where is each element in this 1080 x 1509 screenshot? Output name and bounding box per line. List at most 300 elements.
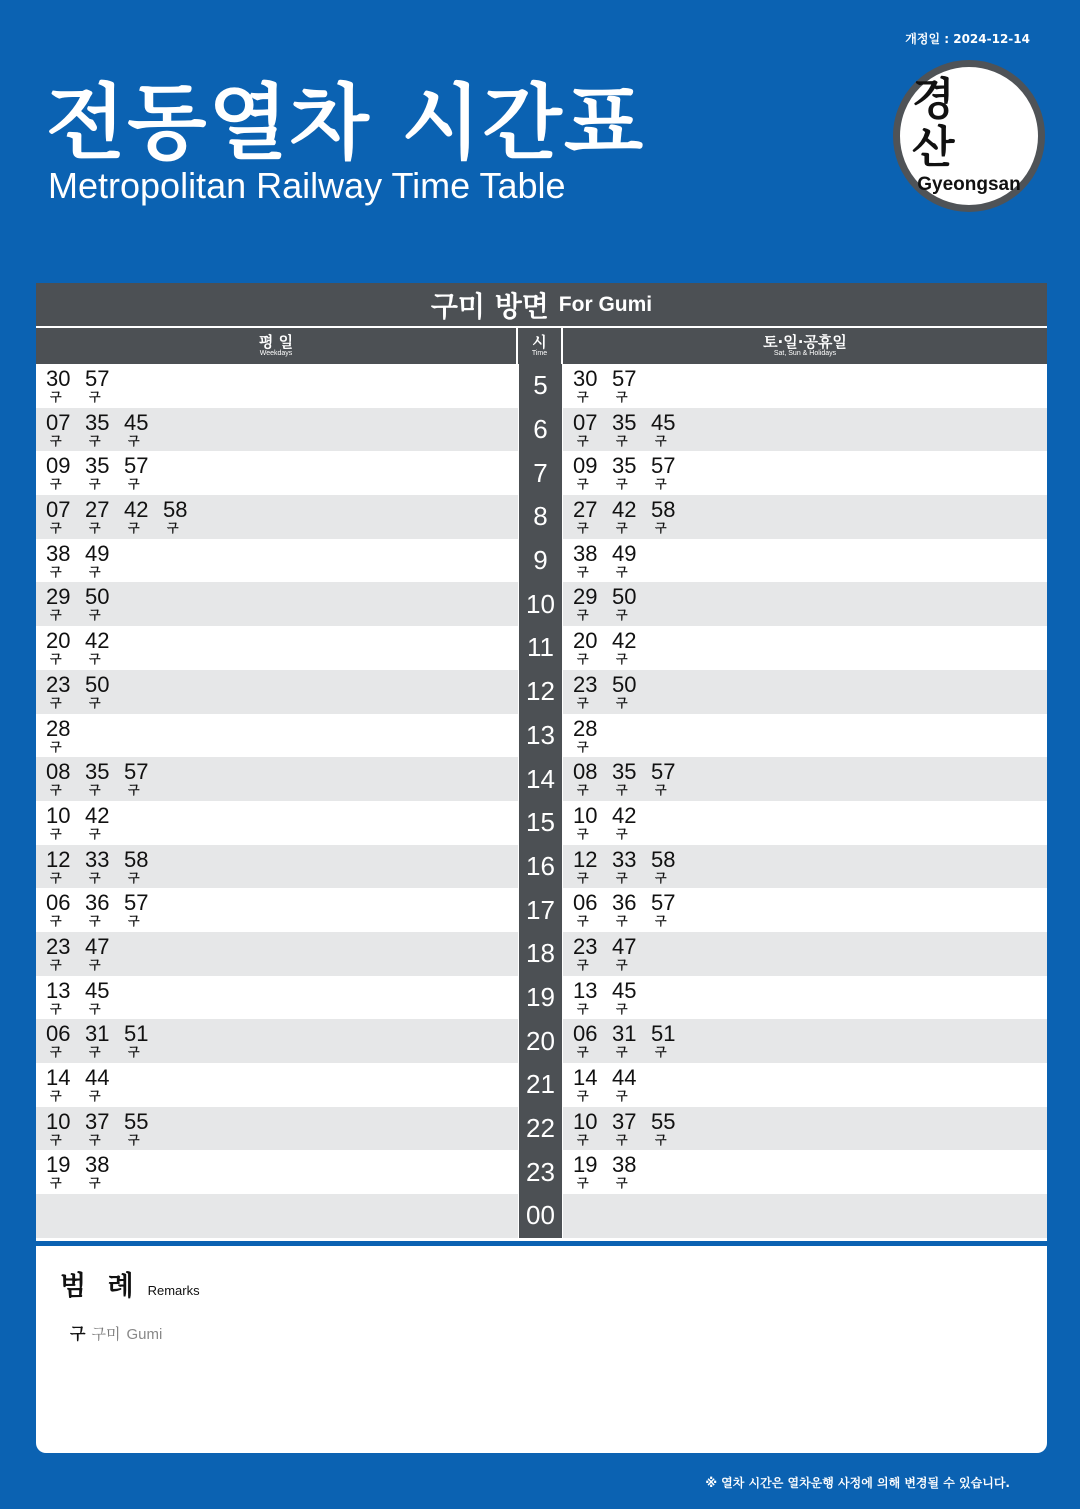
destination-mark: 구 [89,826,101,841]
departure [612,451,651,495]
revised-date: 개정일 : 2024-12-14 [905,32,1030,46]
departure [573,1150,612,1194]
hour-cell: 23 [518,1150,563,1194]
weekday-header [36,328,518,364]
departure [85,364,124,408]
departure-minute: 57 [612,366,637,391]
destination-mark: 구 [616,433,628,448]
departure-minute: 42 [612,497,637,523]
direction-en: For Gumi [558,292,653,316]
weekday-label: 평 일 [258,332,294,351]
remarks-title-ko: 범 례 [60,1271,140,1302]
departure [85,888,124,932]
departure [46,976,85,1020]
departure [85,539,124,583]
departure-minute: 19 [573,1152,598,1178]
holiday-header [563,328,1047,364]
station-badge [893,60,1045,212]
hour-cell: 12 [518,670,563,714]
weekday-cell [36,539,518,583]
legend-label-en: Gumi [126,1326,163,1343]
weekday-cell [36,1107,518,1151]
destination-mark: 구 [89,914,101,929]
departure [46,801,85,845]
table-row [36,976,1047,1020]
destination-mark: 구 [128,521,140,536]
weekday-cell [36,1019,518,1063]
departure-minute: 30 [46,366,71,391]
destination-mark: 구 [50,390,62,404]
hour-cell: 5 [518,364,563,408]
departure [124,757,163,801]
departure-minute: 50 [85,671,110,697]
departure-minute: 58 [651,846,676,872]
destination-mark: 구 [655,1132,667,1147]
departure-minute: 23 [46,933,71,959]
departure [612,539,651,583]
departure-minute: 06 [46,1021,71,1047]
destination-mark: 구 [89,1045,101,1060]
departure [651,1107,690,1151]
destination-mark: 구 [577,1001,589,1016]
destination-mark: 구 [577,783,589,798]
page-title: 전동열차 시간표 [46,76,646,171]
departure-minute: 38 [85,1152,110,1178]
departure-minute: 20 [46,628,71,654]
departure [46,845,85,889]
departure-minute: 31 [85,1021,110,1047]
departure [573,757,612,801]
departure [612,888,651,932]
departure-minute: 09 [573,453,598,479]
table-row [36,582,1047,626]
departure-minute: 10 [573,1108,598,1134]
departure [124,451,163,495]
weekday-cell [36,1194,518,1238]
destination-mark: 구 [577,564,589,579]
departure-minute: 35 [612,759,637,785]
destination-mark: 구 [50,695,62,710]
hour-cell: 19 [518,976,563,1020]
destination-mark: 구 [128,433,140,448]
destination-mark: 구 [616,695,628,710]
departure-minute: 57 [85,366,110,391]
destination-mark: 구 [616,914,628,929]
departure-minute: 55 [124,1108,149,1134]
departure-minute: 35 [612,453,637,479]
departure [573,495,612,539]
destination-mark: 구 [616,652,628,667]
departure-minute: 19 [46,1152,71,1178]
departure-minute: 58 [163,497,188,523]
hour-cell: 14 [518,757,563,801]
departure-minute: 57 [651,453,676,479]
departure-minute: 12 [46,846,71,872]
departure [573,1107,612,1151]
holiday-cell [563,932,1047,976]
departure [85,801,124,845]
timetable [36,283,1047,1241]
departure [46,495,85,539]
departure-minute: 36 [85,890,110,916]
departure [573,1019,612,1063]
departure-minute: 50 [85,584,110,610]
departure-minute: 55 [651,1108,676,1134]
departure [612,1150,651,1194]
departure-minute: 07 [46,497,71,523]
destination-mark: 구 [128,914,140,929]
destination-mark: 구 [655,433,667,448]
destination-mark: 구 [89,957,101,972]
departure [85,626,124,670]
departure [85,670,124,714]
destination-mark: 구 [89,521,101,536]
destination-mark: 구 [128,1045,140,1060]
table-row [36,364,1047,408]
departure [573,976,612,1020]
destination-mark: 구 [577,477,589,492]
destination-mark: 구 [128,870,140,885]
departure [85,1150,124,1194]
departure-minute: 42 [85,628,110,654]
departure [651,845,690,889]
departure-minute: 58 [651,497,676,523]
destination-mark: 구 [50,870,62,885]
destination-mark: 구 [577,1089,589,1103]
destination-mark: 구 [128,477,140,492]
hour-cell: 18 [518,932,563,976]
holiday-cell [563,1019,1047,1063]
destination-mark: 구 [89,695,101,710]
departure [85,1019,124,1063]
weekday-cell [36,364,518,408]
departure [573,364,612,408]
weekday-cell [36,714,518,758]
departure [612,845,651,889]
column-header [36,328,1047,364]
departure-minute: 42 [612,802,637,828]
destination-mark: 구 [577,957,589,972]
hour-cell: 15 [518,801,563,845]
weekday-cell [36,888,518,932]
destination-mark: 구 [616,870,628,885]
destination-mark: 구 [577,390,589,404]
station-name-ko: 경 산 [912,73,967,173]
departure-minute: 23 [573,933,598,959]
holiday-cell [563,539,1047,583]
weekday-cell [36,408,518,452]
table-row [36,408,1047,452]
holiday-cell [563,364,1047,408]
destination-mark: 구 [577,521,589,536]
departure-minute: 37 [85,1108,110,1134]
departure [612,495,651,539]
table-row [36,1063,1047,1107]
legend-label-ko: 구미 [91,1325,121,1343]
departure-minute: 28 [573,715,598,741]
destination-mark: 구 [655,521,667,536]
holiday-cell [563,670,1047,714]
destination-mark: 구 [50,564,62,579]
weekday-cell [36,976,518,1020]
departure-minute: 49 [85,540,110,566]
destination-mark: 구 [50,783,62,798]
weekday-cell [36,845,518,889]
departure-minute: 12 [573,846,598,872]
departure [573,801,612,845]
departure-minute: 35 [85,453,110,479]
departure-minute: 51 [651,1021,676,1047]
departure-minute: 13 [573,977,598,1003]
departure [612,1019,651,1063]
destination-mark: 구 [577,433,589,448]
departure [651,408,690,452]
remarks-title [60,1264,1023,1303]
departure-minute: 06 [573,890,598,916]
destination-mark: 구 [616,608,628,623]
holiday-cell [563,845,1047,889]
departure-minute: 42 [612,628,637,654]
time-label-en: Time [531,350,548,358]
departure-minute: 06 [46,890,71,916]
destination-mark: 구 [577,652,589,667]
holiday-cell [563,626,1047,670]
hour-cell: 8 [518,495,563,539]
departure [46,1150,85,1194]
destination-mark: 구 [577,1045,589,1060]
departure-minute: 07 [573,409,598,435]
departure-minute: 45 [85,977,110,1003]
destination-mark: 구 [577,739,589,754]
destination-mark: 구 [50,1176,62,1191]
departure [612,670,651,714]
destination-mark: 구 [89,1089,101,1103]
destination-mark: 구 [655,477,667,492]
destination-mark: 구 [50,739,62,754]
holiday-label-en: Sat, Sun & Holidays [773,350,837,358]
table-row [36,626,1047,670]
legend-mark: 구 [70,1324,86,1343]
holiday-cell [563,408,1047,452]
timetable-rows [36,364,1047,1238]
holiday-cell [563,714,1047,758]
destination-mark: 구 [577,1176,589,1191]
holiday-label: 토·일·공휴일 [763,332,847,351]
destination-mark: 구 [577,826,589,841]
direction-header [36,283,1047,328]
direction-ko: 구미 방면 [430,289,549,323]
departure [612,1107,651,1151]
destination-mark: 구 [616,1089,628,1103]
departure-minute: 57 [124,759,149,785]
departure [124,888,163,932]
table-row [36,1107,1047,1151]
weekday-cell [36,1063,518,1107]
departure [573,451,612,495]
departure-minute: 45 [612,977,637,1003]
table-row [36,714,1047,758]
departure-minute: 10 [573,802,598,828]
table-row [36,539,1047,583]
destination-mark: 구 [89,390,101,404]
departure [46,932,85,976]
departure-minute: 14 [46,1065,71,1090]
holiday-cell [563,451,1047,495]
departure-minute: 45 [124,409,149,435]
weekday-cell [36,932,518,976]
remarks-title-en: Remarks [147,1283,200,1298]
holiday-cell [563,1107,1047,1151]
table-row [36,1150,1047,1194]
departure-minute: 10 [46,1108,71,1134]
departure [163,495,202,539]
departure [612,757,651,801]
destination-mark: 구 [616,477,628,492]
departure-minute: 30 [573,366,598,391]
destination-mark: 구 [89,608,101,623]
legend-item [70,1321,1023,1344]
hour-cell: 6 [518,408,563,452]
destination-mark: 구 [577,1132,589,1147]
weekday-cell [36,801,518,845]
departure-minute: 57 [124,890,149,916]
time-header [518,328,563,364]
departure [651,757,690,801]
destination-mark: 구 [616,1176,628,1191]
destination-mark: 구 [616,783,628,798]
departure [612,626,651,670]
departure [46,670,85,714]
destination-mark: 구 [50,521,62,536]
hour-cell: 10 [518,582,563,626]
destination-mark: 구 [50,914,62,929]
destination-mark: 구 [89,783,101,798]
destination-mark: 구 [50,826,62,841]
departure-minute: 08 [46,759,71,785]
departure-minute: 57 [651,890,676,916]
departure-minute: 51 [124,1021,149,1047]
departure [85,408,124,452]
departure [573,408,612,452]
departure [46,757,85,801]
weekday-cell [36,495,518,539]
departure-minute: 36 [612,890,637,916]
departure [573,539,612,583]
weekday-label-en: Weekdays [259,350,293,358]
departure [46,364,85,408]
departure-minute: 09 [46,453,71,479]
holiday-cell [563,976,1047,1020]
destination-mark: 구 [50,1045,62,1060]
hour-cell: 17 [518,888,563,932]
departure [124,495,163,539]
departure-minute: 42 [85,802,110,828]
departure [46,888,85,932]
destination-mark: 구 [616,521,628,536]
departure [124,1107,163,1151]
hour-cell: 13 [518,714,563,758]
departure [573,1063,612,1107]
departure-minute: 47 [85,933,110,959]
holiday-cell [563,582,1047,626]
departure [85,495,124,539]
weekday-cell [36,670,518,714]
departure [612,408,651,452]
departure-minute: 13 [46,977,71,1003]
destination-mark: 구 [577,914,589,929]
departure [612,364,651,408]
holiday-cell [563,801,1047,845]
departure [85,976,124,1020]
holiday-cell [563,888,1047,932]
hour-cell: 00 [518,1194,563,1238]
departure [85,845,124,889]
table-row [36,845,1047,889]
departure-minute: 35 [612,409,637,435]
holiday-cell [563,495,1047,539]
departure [651,495,690,539]
destination-mark: 구 [50,608,62,623]
weekday-cell [36,1150,518,1194]
destination-mark: 구 [89,870,101,885]
departure-minute: 50 [612,671,637,697]
departure-minute: 23 [46,671,71,697]
departure-minute: 27 [85,497,110,523]
destination-mark: 구 [616,564,628,579]
hour-cell: 11 [518,626,563,670]
table-row [36,888,1047,932]
hour-cell: 20 [518,1019,563,1063]
destination-mark: 구 [50,1089,62,1103]
departure-minute: 20 [573,628,598,654]
departure [612,801,651,845]
departure-minute: 08 [573,759,598,785]
destination-mark: 구 [89,1001,101,1016]
destination-mark: 구 [616,957,628,972]
departure [124,408,163,452]
departure-minute: 58 [124,846,149,872]
page-subtitle: Metropolitan Railway Time Table [48,165,566,206]
departure [612,582,651,626]
destination-mark: 구 [89,1176,101,1191]
weekday-cell [36,451,518,495]
departure-minute: 44 [85,1065,110,1090]
departure [46,1107,85,1151]
departure [651,451,690,495]
table-row [36,495,1047,539]
departure [46,1019,85,1063]
destination-mark: 구 [655,1045,667,1060]
destination-mark: 구 [50,433,62,448]
destination-mark: 구 [50,957,62,972]
table-row [36,801,1047,845]
destination-mark: 구 [50,477,62,492]
departure [46,626,85,670]
departure-minute: 23 [573,671,598,697]
destination-mark: 구 [655,914,667,929]
departure-minute: 31 [612,1021,637,1047]
departure-minute: 37 [612,1108,637,1134]
destination-mark: 구 [50,652,62,667]
remarks-panel [36,1246,1047,1453]
departure [573,932,612,976]
table-row [36,1194,1047,1238]
departure [85,757,124,801]
destination-mark: 구 [128,783,140,798]
footnote: ※ 열차 시간은 열차운행 사정에 의해 변경될 수 있습니다. [705,1476,1010,1490]
table-row [36,1019,1047,1063]
table-row [36,932,1047,976]
